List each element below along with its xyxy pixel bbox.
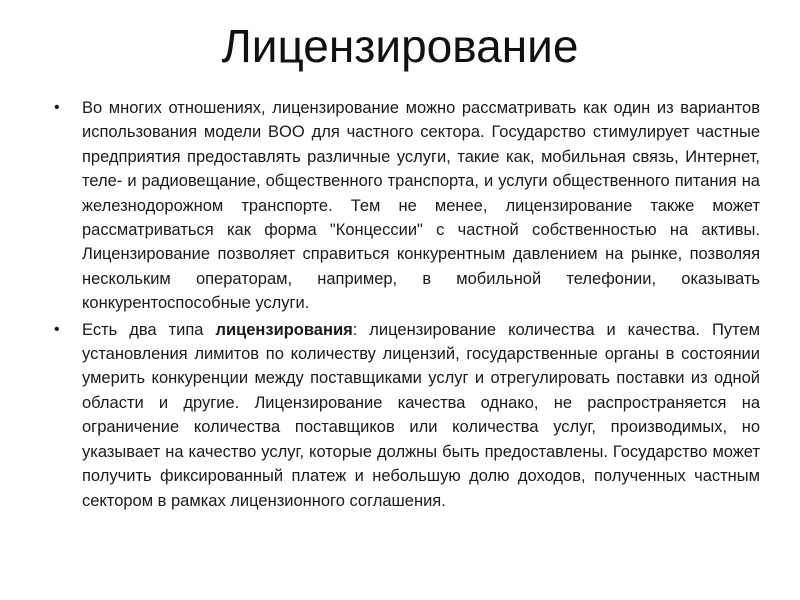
bullet-text-start: Есть два типа — [82, 320, 216, 339]
bullet-list — [48, 96, 760, 515]
bullet-icon: • — [54, 99, 60, 116]
slide-title: Лицензирование — [221, 20, 579, 72]
bullet-item-1 — [48, 96, 760, 316]
bullet-text-emphasis: лицензирования — [215, 320, 353, 339]
bullet-text: Во многих отношениях, лицензирование можно рассматривать как один из вариантов использования модели BOO для частного сектора. Государство стимулирует частные предприятия предоставлять различные услуги, такие как, мобильная связь, Интернет, теле- и радиовещание, общественного транспорта, и услуги общественного питания на железнодорожном транспорте. Тем не менее, лицензирование также может рассматриваться как форма "Концессии" с частной собственностью на активы. Лицензирование позволяет справиться конкурентным давлением на рынке, позволяя нескольким операторам, например, в мобильной телефонии, оказывать конкурентоспособные услуги. — [82, 99, 760, 313]
bullet-item-2 — [48, 318, 760, 513]
bullet-text-rest: : лицензирование количества и качества. Путем установления лимитов по количеству лицензий, государственные органы в состоянии умерить конкуренции между поставщиками услуг и отрегулировать поставки из одной области и другие. Лицензирование качества однако, не распространяется на ограничение количества поставщиков или количества услуг, производимых, но указывает на качество услуг, которые должны быть предоставлены. Государство может получить фиксированный платеж и небольшую долю доходов, полученных частным сектором в рамках лицензионного соглашения. — [82, 320, 760, 510]
bullet-icon: • — [54, 320, 60, 338]
